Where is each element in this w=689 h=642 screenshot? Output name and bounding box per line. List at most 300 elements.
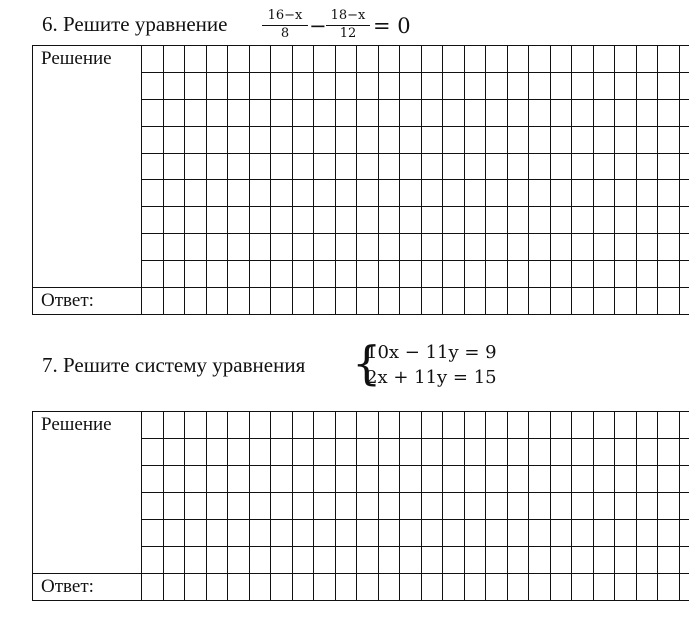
grid-cell[interactable] [572, 153, 594, 180]
grid-cell[interactable] [400, 466, 422, 493]
grid-cell[interactable] [636, 574, 658, 601]
grid-cell[interactable] [335, 493, 357, 520]
grid-cell[interactable] [615, 180, 637, 207]
grid-cell[interactable] [658, 153, 680, 180]
grid-cell[interactable] [400, 439, 422, 466]
grid-cell[interactable] [185, 234, 207, 261]
grid-cell[interactable] [529, 412, 551, 439]
grid-cell[interactable] [206, 261, 228, 288]
grid-cell[interactable] [486, 46, 508, 73]
grid-cell[interactable] [292, 234, 314, 261]
grid-cell[interactable] [572, 46, 594, 73]
grid-cell[interactable] [572, 493, 594, 520]
grid-cell[interactable] [679, 288, 689, 315]
grid-cell[interactable] [271, 126, 293, 153]
grid-cell[interactable] [636, 180, 658, 207]
grid-cell[interactable] [335, 412, 357, 439]
grid-cell[interactable] [357, 180, 379, 207]
grid-cell[interactable] [486, 439, 508, 466]
grid-cell[interactable] [529, 261, 551, 288]
grid-cell[interactable] [507, 234, 529, 261]
grid-cell[interactable] [572, 72, 594, 99]
grid-cell[interactable] [228, 493, 250, 520]
grid-cell[interactable] [357, 466, 379, 493]
grid-cell[interactable] [443, 72, 465, 99]
grid-cell[interactable] [615, 207, 637, 234]
grid-cell[interactable] [572, 261, 594, 288]
grid-cell[interactable] [486, 72, 508, 99]
grid-cell[interactable] [271, 72, 293, 99]
grid-cell[interactable] [615, 288, 637, 315]
grid-cell[interactable] [228, 234, 250, 261]
grid-cell[interactable] [636, 207, 658, 234]
grid-cell[interactable] [572, 180, 594, 207]
grid-cell[interactable] [443, 466, 465, 493]
grid-cell[interactable] [464, 99, 486, 126]
grid-cell[interactable] [142, 493, 164, 520]
grid-cell[interactable] [572, 547, 594, 574]
grid-cell[interactable] [314, 493, 336, 520]
grid-cell[interactable] [357, 234, 379, 261]
grid-cell[interactable] [507, 72, 529, 99]
grid-cell[interactable] [593, 412, 615, 439]
grid-cell[interactable] [529, 574, 551, 601]
grid-cell[interactable] [486, 153, 508, 180]
grid-cell[interactable] [163, 439, 185, 466]
grid-cell[interactable] [507, 99, 529, 126]
grid-cell[interactable] [486, 547, 508, 574]
grid-cell[interactable] [529, 466, 551, 493]
grid-cell[interactable] [550, 153, 572, 180]
grid-cell[interactable] [486, 126, 508, 153]
grid-cell[interactable] [378, 99, 400, 126]
grid-cell[interactable] [163, 466, 185, 493]
grid-cell[interactable] [507, 261, 529, 288]
grid-cell[interactable] [228, 46, 250, 73]
grid-cell[interactable] [228, 466, 250, 493]
grid-cell[interactable] [658, 126, 680, 153]
grid-cell[interactable] [185, 126, 207, 153]
grid-cell[interactable] [658, 261, 680, 288]
grid-cell[interactable] [228, 72, 250, 99]
grid-cell[interactable] [550, 180, 572, 207]
grid-cell[interactable] [206, 207, 228, 234]
grid-cell[interactable] [679, 439, 689, 466]
grid-cell[interactable] [636, 46, 658, 73]
grid-cell[interactable] [357, 207, 379, 234]
grid-cell[interactable] [486, 234, 508, 261]
grid-cell[interactable] [378, 466, 400, 493]
grid-cell[interactable] [615, 493, 637, 520]
grid-cell[interactable] [529, 520, 551, 547]
grid-cell[interactable] [679, 153, 689, 180]
grid-cell[interactable] [400, 547, 422, 574]
grid-cell[interactable] [679, 412, 689, 439]
grid-cell[interactable] [249, 547, 271, 574]
grid-cell[interactable] [507, 46, 529, 73]
grid-cell[interactable] [249, 207, 271, 234]
grid-cell[interactable] [593, 180, 615, 207]
grid-cell[interactable] [163, 126, 185, 153]
grid-cell[interactable] [658, 412, 680, 439]
grid-cell[interactable] [271, 180, 293, 207]
grid-cell[interactable] [142, 126, 164, 153]
grid-cell[interactable] [550, 466, 572, 493]
grid-cell[interactable] [486, 493, 508, 520]
grid-cell[interactable] [335, 234, 357, 261]
grid-cell[interactable] [615, 261, 637, 288]
grid-cell[interactable] [679, 547, 689, 574]
grid-cell[interactable] [357, 72, 379, 99]
grid-cell[interactable] [421, 493, 443, 520]
grid-cell[interactable] [249, 234, 271, 261]
grid-cell[interactable] [421, 466, 443, 493]
grid-cell[interactable] [314, 126, 336, 153]
grid-cell[interactable] [185, 412, 207, 439]
grid-cell[interactable] [142, 520, 164, 547]
grid-cell[interactable] [249, 46, 271, 73]
grid-cell[interactable] [464, 261, 486, 288]
grid-cell[interactable] [464, 493, 486, 520]
grid-cell[interactable] [314, 466, 336, 493]
grid-cell[interactable] [292, 466, 314, 493]
grid-cell[interactable] [443, 153, 465, 180]
grid-cell[interactable] [228, 99, 250, 126]
grid-cell[interactable] [636, 493, 658, 520]
grid-cell[interactable] [443, 439, 465, 466]
grid-cell[interactable] [464, 153, 486, 180]
grid-cell[interactable] [142, 153, 164, 180]
grid-cell[interactable] [292, 288, 314, 315]
grid-cell[interactable] [679, 72, 689, 99]
grid-cell[interactable] [271, 288, 293, 315]
grid-cell[interactable] [185, 261, 207, 288]
grid-cell[interactable] [421, 412, 443, 439]
grid-cell[interactable] [314, 99, 336, 126]
grid-cell[interactable] [163, 547, 185, 574]
grid-cell[interactable] [679, 493, 689, 520]
grid-cell[interactable] [335, 261, 357, 288]
grid-cell[interactable] [228, 207, 250, 234]
grid-cell[interactable] [550, 288, 572, 315]
grid-cell[interactable] [529, 180, 551, 207]
grid-cell[interactable] [529, 493, 551, 520]
grid-cell[interactable] [443, 207, 465, 234]
grid-cell[interactable] [271, 234, 293, 261]
grid-cell[interactable] [464, 520, 486, 547]
grid-cell[interactable] [443, 520, 465, 547]
grid-cell[interactable] [593, 99, 615, 126]
grid-cell[interactable] [292, 493, 314, 520]
grid-cell[interactable] [292, 520, 314, 547]
grid-cell[interactable] [357, 288, 379, 315]
grid-cell[interactable] [142, 439, 164, 466]
grid-cell[interactable] [572, 207, 594, 234]
grid-cell[interactable] [271, 439, 293, 466]
grid-cell[interactable] [507, 412, 529, 439]
grid-cell[interactable] [464, 439, 486, 466]
grid-cell[interactable] [357, 46, 379, 73]
grid-cell[interactable] [314, 520, 336, 547]
grid-cell[interactable] [357, 493, 379, 520]
grid-cell[interactable] [400, 288, 422, 315]
grid-cell[interactable] [658, 180, 680, 207]
grid-cell[interactable] [249, 288, 271, 315]
grid-cell[interactable] [615, 153, 637, 180]
grid-cell[interactable] [636, 72, 658, 99]
grid-cell[interactable] [443, 288, 465, 315]
grid-cell[interactable] [658, 547, 680, 574]
grid-cell[interactable] [421, 72, 443, 99]
grid-cell[interactable] [400, 153, 422, 180]
grid-cell[interactable] [464, 234, 486, 261]
grid-cell[interactable] [464, 288, 486, 315]
grid-cell[interactable] [636, 234, 658, 261]
grid-cell[interactable] [206, 574, 228, 601]
grid-cell[interactable] [314, 234, 336, 261]
grid-cell[interactable] [550, 234, 572, 261]
grid-cell[interactable] [679, 46, 689, 73]
grid-cell[interactable] [206, 234, 228, 261]
grid-cell[interactable] [421, 574, 443, 601]
grid-cell[interactable] [421, 234, 443, 261]
grid-cell[interactable] [464, 126, 486, 153]
grid-cell[interactable] [572, 412, 594, 439]
grid-cell[interactable] [378, 180, 400, 207]
grid-cell[interactable] [185, 207, 207, 234]
grid-cell[interactable] [335, 547, 357, 574]
grid-cell[interactable] [443, 99, 465, 126]
grid-cell[interactable] [572, 126, 594, 153]
grid-cell[interactable] [443, 126, 465, 153]
grid-cell[interactable] [185, 288, 207, 315]
grid-cell[interactable] [314, 207, 336, 234]
grid-cell[interactable] [636, 520, 658, 547]
grid-cell[interactable] [615, 46, 637, 73]
grid-cell[interactable] [421, 99, 443, 126]
grid-cell[interactable] [486, 99, 508, 126]
grid-cell[interactable] [163, 153, 185, 180]
grid-cell[interactable] [206, 520, 228, 547]
grid-cell[interactable] [335, 153, 357, 180]
grid-cell[interactable] [378, 288, 400, 315]
grid-cell[interactable] [357, 547, 379, 574]
grid-cell[interactable] [314, 574, 336, 601]
grid-cell[interactable] [378, 439, 400, 466]
grid-cell[interactable] [378, 72, 400, 99]
grid-cell[interactable] [400, 234, 422, 261]
grid-cell[interactable] [292, 153, 314, 180]
grid-cell[interactable] [314, 153, 336, 180]
grid-cell[interactable] [228, 520, 250, 547]
grid-cell[interactable] [142, 99, 164, 126]
grid-cell[interactable] [443, 234, 465, 261]
grid-cell[interactable] [593, 72, 615, 99]
grid-cell[interactable] [550, 99, 572, 126]
grid-cell[interactable] [206, 547, 228, 574]
grid-cell[interactable] [249, 126, 271, 153]
grid-cell[interactable] [142, 207, 164, 234]
grid-cell[interactable] [400, 574, 422, 601]
grid-cell[interactable] [529, 207, 551, 234]
grid-cell[interactable] [163, 520, 185, 547]
grid-cell[interactable] [249, 180, 271, 207]
grid-cell[interactable] [593, 207, 615, 234]
grid-cell[interactable] [185, 466, 207, 493]
grid-cell[interactable] [400, 412, 422, 439]
grid-cell[interactable] [228, 574, 250, 601]
grid-cell[interactable] [550, 46, 572, 73]
grid-cell[interactable] [228, 439, 250, 466]
grid-cell[interactable] [249, 99, 271, 126]
grid-cell[interactable] [142, 574, 164, 601]
grid-cell[interactable] [142, 288, 164, 315]
grid-cell[interactable] [507, 547, 529, 574]
grid-cell[interactable] [271, 99, 293, 126]
grid-cell[interactable] [507, 180, 529, 207]
grid-cell[interactable] [658, 46, 680, 73]
grid-cell[interactable] [421, 439, 443, 466]
grid-cell[interactable] [615, 466, 637, 493]
grid-cell[interactable] [163, 412, 185, 439]
grid-cell[interactable] [163, 234, 185, 261]
grid-cell[interactable] [593, 153, 615, 180]
grid-cell[interactable] [421, 207, 443, 234]
grid-cell[interactable] [679, 466, 689, 493]
grid-cell[interactable] [464, 466, 486, 493]
grid-cell[interactable] [636, 261, 658, 288]
grid-cell[interactable] [292, 412, 314, 439]
grid-cell[interactable] [378, 547, 400, 574]
grid-cell[interactable] [185, 99, 207, 126]
grid-cell[interactable] [206, 288, 228, 315]
grid-cell[interactable] [142, 466, 164, 493]
grid-cell[interactable] [507, 439, 529, 466]
grid-cell[interactable] [163, 493, 185, 520]
grid-cell[interactable] [185, 46, 207, 73]
grid-cell[interactable] [185, 153, 207, 180]
grid-cell[interactable] [185, 439, 207, 466]
grid-cell[interactable] [550, 520, 572, 547]
grid-cell[interactable] [679, 234, 689, 261]
grid-cell[interactable] [228, 261, 250, 288]
grid-cell[interactable] [357, 412, 379, 439]
grid-cell[interactable] [378, 126, 400, 153]
grid-cell[interactable] [615, 72, 637, 99]
grid-cell[interactable] [378, 46, 400, 73]
grid-cell[interactable] [679, 520, 689, 547]
grid-cell[interactable] [550, 207, 572, 234]
grid-cell[interactable] [228, 288, 250, 315]
grid-cell[interactable] [357, 574, 379, 601]
grid-cell[interactable] [228, 547, 250, 574]
grid-cell[interactable] [507, 153, 529, 180]
grid-cell[interactable] [292, 99, 314, 126]
grid-cell[interactable] [249, 574, 271, 601]
grid-cell[interactable] [572, 466, 594, 493]
grid-cell[interactable] [464, 574, 486, 601]
grid-cell[interactable] [593, 574, 615, 601]
grid-cell[interactable] [228, 180, 250, 207]
grid-cell[interactable] [529, 153, 551, 180]
grid-cell[interactable] [507, 493, 529, 520]
grid-cell[interactable] [142, 46, 164, 73]
grid-cell[interactable] [486, 412, 508, 439]
grid-cell[interactable] [163, 574, 185, 601]
grid-cell[interactable] [335, 207, 357, 234]
grid-cell[interactable] [486, 288, 508, 315]
grid-cell[interactable] [400, 493, 422, 520]
grid-cell[interactable] [658, 520, 680, 547]
grid-cell[interactable] [163, 207, 185, 234]
grid-cell[interactable] [314, 547, 336, 574]
grid-cell[interactable] [486, 466, 508, 493]
grid-cell[interactable] [507, 520, 529, 547]
grid-cell[interactable] [314, 288, 336, 315]
grid-cell[interactable] [228, 126, 250, 153]
grid-cell[interactable] [636, 99, 658, 126]
grid-cell[interactable] [507, 207, 529, 234]
grid-cell[interactable] [507, 574, 529, 601]
grid-cell[interactable] [314, 46, 336, 73]
grid-cell[interactable] [400, 261, 422, 288]
grid-cell[interactable] [550, 547, 572, 574]
grid-cell[interactable] [464, 46, 486, 73]
grid-cell[interactable] [636, 547, 658, 574]
grid-cell[interactable] [378, 261, 400, 288]
grid-cell[interactable] [593, 466, 615, 493]
grid-cell[interactable] [593, 520, 615, 547]
grid-cell[interactable] [615, 439, 637, 466]
grid-cell[interactable] [486, 261, 508, 288]
grid-cell[interactable] [421, 46, 443, 73]
grid-cell[interactable] [292, 72, 314, 99]
grid-cell[interactable] [206, 466, 228, 493]
grid-cell[interactable] [206, 180, 228, 207]
grid-cell[interactable] [572, 520, 594, 547]
grid-cell[interactable] [464, 412, 486, 439]
grid-cell[interactable] [400, 46, 422, 73]
grid-cell[interactable] [615, 126, 637, 153]
grid-cell[interactable] [679, 180, 689, 207]
grid-cell[interactable] [593, 547, 615, 574]
grid-cell[interactable] [357, 520, 379, 547]
grid-cell[interactable] [378, 153, 400, 180]
grid-cell[interactable] [357, 99, 379, 126]
grid-cell[interactable] [249, 466, 271, 493]
grid-cell[interactable] [529, 288, 551, 315]
grid-cell[interactable] [185, 574, 207, 601]
grid-cell[interactable] [679, 99, 689, 126]
grid-cell[interactable] [271, 261, 293, 288]
grid-cell[interactable] [421, 520, 443, 547]
grid-cell[interactable] [550, 261, 572, 288]
grid-cell[interactable] [529, 46, 551, 73]
grid-cell[interactable] [185, 72, 207, 99]
grid-cell[interactable] [163, 46, 185, 73]
grid-cell[interactable] [658, 493, 680, 520]
grid-cell[interactable] [529, 99, 551, 126]
grid-cell[interactable] [271, 207, 293, 234]
grid-cell[interactable] [636, 412, 658, 439]
grid-cell[interactable] [163, 180, 185, 207]
grid-cell[interactable] [335, 99, 357, 126]
grid-cell[interactable] [550, 126, 572, 153]
grid-cell[interactable] [206, 153, 228, 180]
grid-cell[interactable] [486, 574, 508, 601]
grid-cell[interactable] [142, 261, 164, 288]
grid-cell[interactable] [550, 493, 572, 520]
